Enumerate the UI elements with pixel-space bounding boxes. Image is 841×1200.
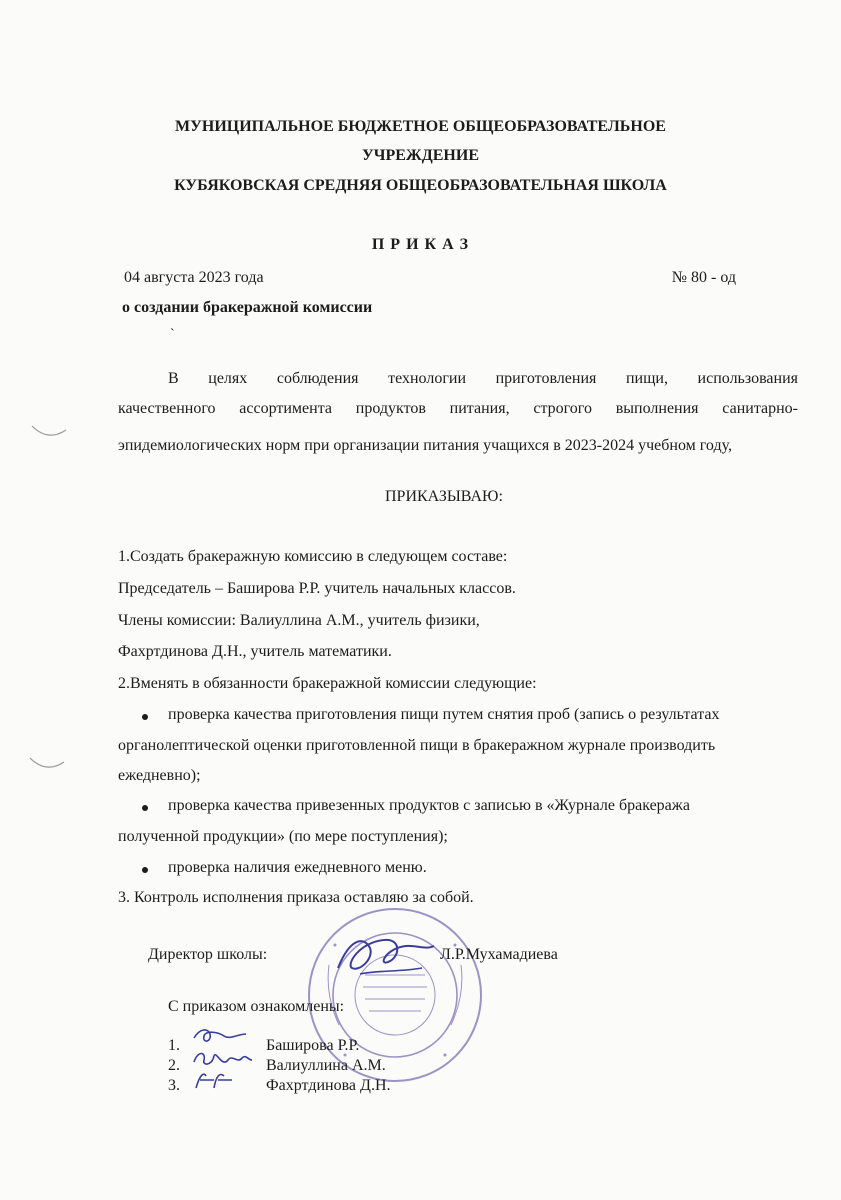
bullet-1-line-3: ежедневно); (118, 767, 201, 784)
bullet-3-dot (142, 867, 148, 873)
item-3: 3. Контроль исполнения приказа оставляю за собой. (118, 889, 474, 906)
item-1: 1.Создать бракеражную комиссию в следующем составе: (118, 548, 508, 565)
bullet-2-dot (142, 805, 148, 811)
ack-name-3: Фахртдинова Д.Н. (266, 1077, 391, 1094)
signature-3 (190, 1068, 240, 1094)
order-date: 04 августа 2023 года (124, 269, 264, 286)
bullet-1-line-2: органолептической оценки приготовленной пищи в бракеражном журнале производить (118, 737, 716, 754)
preamble-line-3: эпидемиологических норм при организации питания учащихся в 2023-2024 учебном году, (118, 437, 732, 454)
members-line: Члены комиссии: Валиуллина А.М., учитель физики, (118, 612, 480, 629)
header-line-2: УЧРЕЖДЕНИЕ (362, 147, 479, 164)
bullet-1-dot (142, 714, 148, 720)
bullet-1-line-1: проверка качества приготовления пищи путем снятия проб (запись о результатах (168, 706, 720, 723)
order-number: № 80 - од (671, 269, 736, 286)
bullet-3-line: проверка наличия ежедневного меню. (168, 859, 427, 876)
member-2-line: Фахртдинова Д.Н., учитель математики. (118, 643, 392, 660)
item-2: 2.Вменять в обязанности бракеражной комиссии следующие: (118, 675, 537, 692)
preamble-line-2: качественного ассортимента продуктов питания, строгого выполнения санитарно- (118, 400, 798, 417)
order-subject: о создании бракеражной комиссии (122, 299, 373, 316)
ack-num-2: 2. (168, 1057, 180, 1074)
ack-name-2: Валиуллина А.М. (266, 1057, 386, 1074)
director-name: Л.Р.Мухамадиева (440, 946, 558, 963)
stray-mark: ` (170, 327, 175, 342)
header-line-3: КУБЯКОВСКАЯ СРЕДНЯЯ ОБЩЕОБРАЗОВАТЕЛЬНАЯ ШКОЛА (174, 177, 667, 194)
decree-word: ПРИКАЗЫВАЮ: (385, 488, 503, 505)
acquainted-heading: С приказом ознакомлены: (168, 998, 345, 1015)
ack-name-1: Баширова Р.Р. (266, 1037, 360, 1054)
ack-num-1: 1. (168, 1037, 180, 1054)
ack-num-3: 3. (168, 1077, 180, 1094)
scan-hole-mark-top (30, 420, 70, 444)
director-signature (330, 928, 440, 984)
bullet-2-line-2: полученной продукции» (по мере поступления); (118, 828, 448, 845)
director-position: Директор школы: (148, 946, 268, 963)
header-line-1: МУНИЦИПАЛЬНОЕ БЮДЖЕТНОЕ ОБЩЕОБРАЗОВАТЕЛЬНОЕ (175, 118, 666, 135)
chairman-line: Председатель – Баширова Р.Р. учитель начальных классов. (118, 580, 516, 597)
preamble-line-1: В целях соблюдения технологии приготовления пищи, использования (168, 370, 798, 387)
bullet-2-line-1: проверка качества привезенных продуктов с записью в «Журнале бракеража (168, 797, 690, 814)
scan-hole-mark-bottom (28, 752, 68, 776)
order-title: П Р И К А З (371, 236, 470, 253)
